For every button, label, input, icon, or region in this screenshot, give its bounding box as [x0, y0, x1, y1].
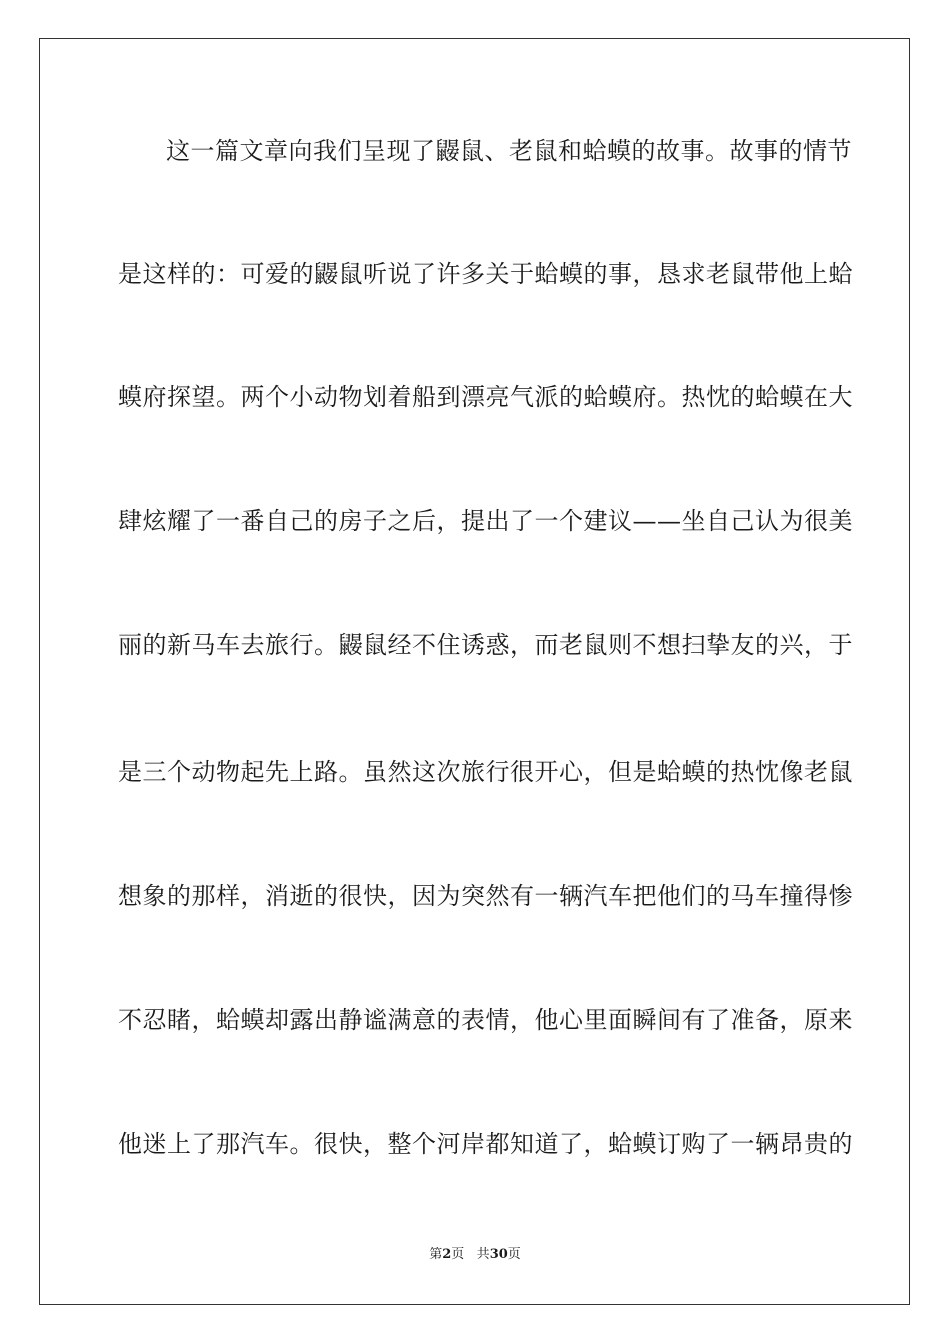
paragraph-line-9: 他迷上了那汽车。很快，整个河岸都知道了，蛤蟆订购了一辆昂贵的	[118, 1130, 853, 1158]
page-prefix: 第	[429, 1247, 443, 1262]
paragraph-line-6: 是三个动物起先上路。虽然这次旅行很开心，但是蛤蟆的热忱像老鼠	[118, 758, 853, 786]
total-pages: 30	[489, 1247, 508, 1262]
page-suffix: 页	[451, 1247, 465, 1262]
paragraph-line-4: 肆炫耀了一番自己的房子之后，提出了一个建议——坐自己认为很美	[118, 507, 853, 535]
page-footer	[0, 1247, 950, 1263]
total-prefix: 共	[476, 1247, 490, 1262]
page-border	[39, 38, 910, 1305]
paragraph-line-7: 想象的那样，消逝的很快，因为突然有一辆汽车把他们的马车撞得惨	[118, 882, 853, 910]
paragraph-line-5: 丽的新马车去旅行。鼹鼠经不住诱惑，而老鼠则不想扫挚友的兴，于	[118, 631, 853, 659]
paragraph-line-1: 这一篇文章向我们呈现了鼹鼠、老鼠和蛤蟆的故事。故事的情节	[166, 137, 852, 165]
paragraph-line-8: 不忍睹，蛤蟆却露出静谧满意的表情，他心里面瞬间有了准备，原来	[118, 1006, 853, 1034]
total-suffix: 页	[507, 1247, 521, 1262]
paragraph-line-2: 是这样的：可爱的鼹鼠听说了许多关于蛤蟆的事，恳求老鼠带他上蛤	[118, 260, 853, 288]
page-number: 2	[442, 1247, 452, 1262]
paragraph-line-3: 蟆府探望。两个小动物划着船到漂亮气派的蛤蟆府。热忱的蛤蟆在大	[118, 383, 853, 411]
